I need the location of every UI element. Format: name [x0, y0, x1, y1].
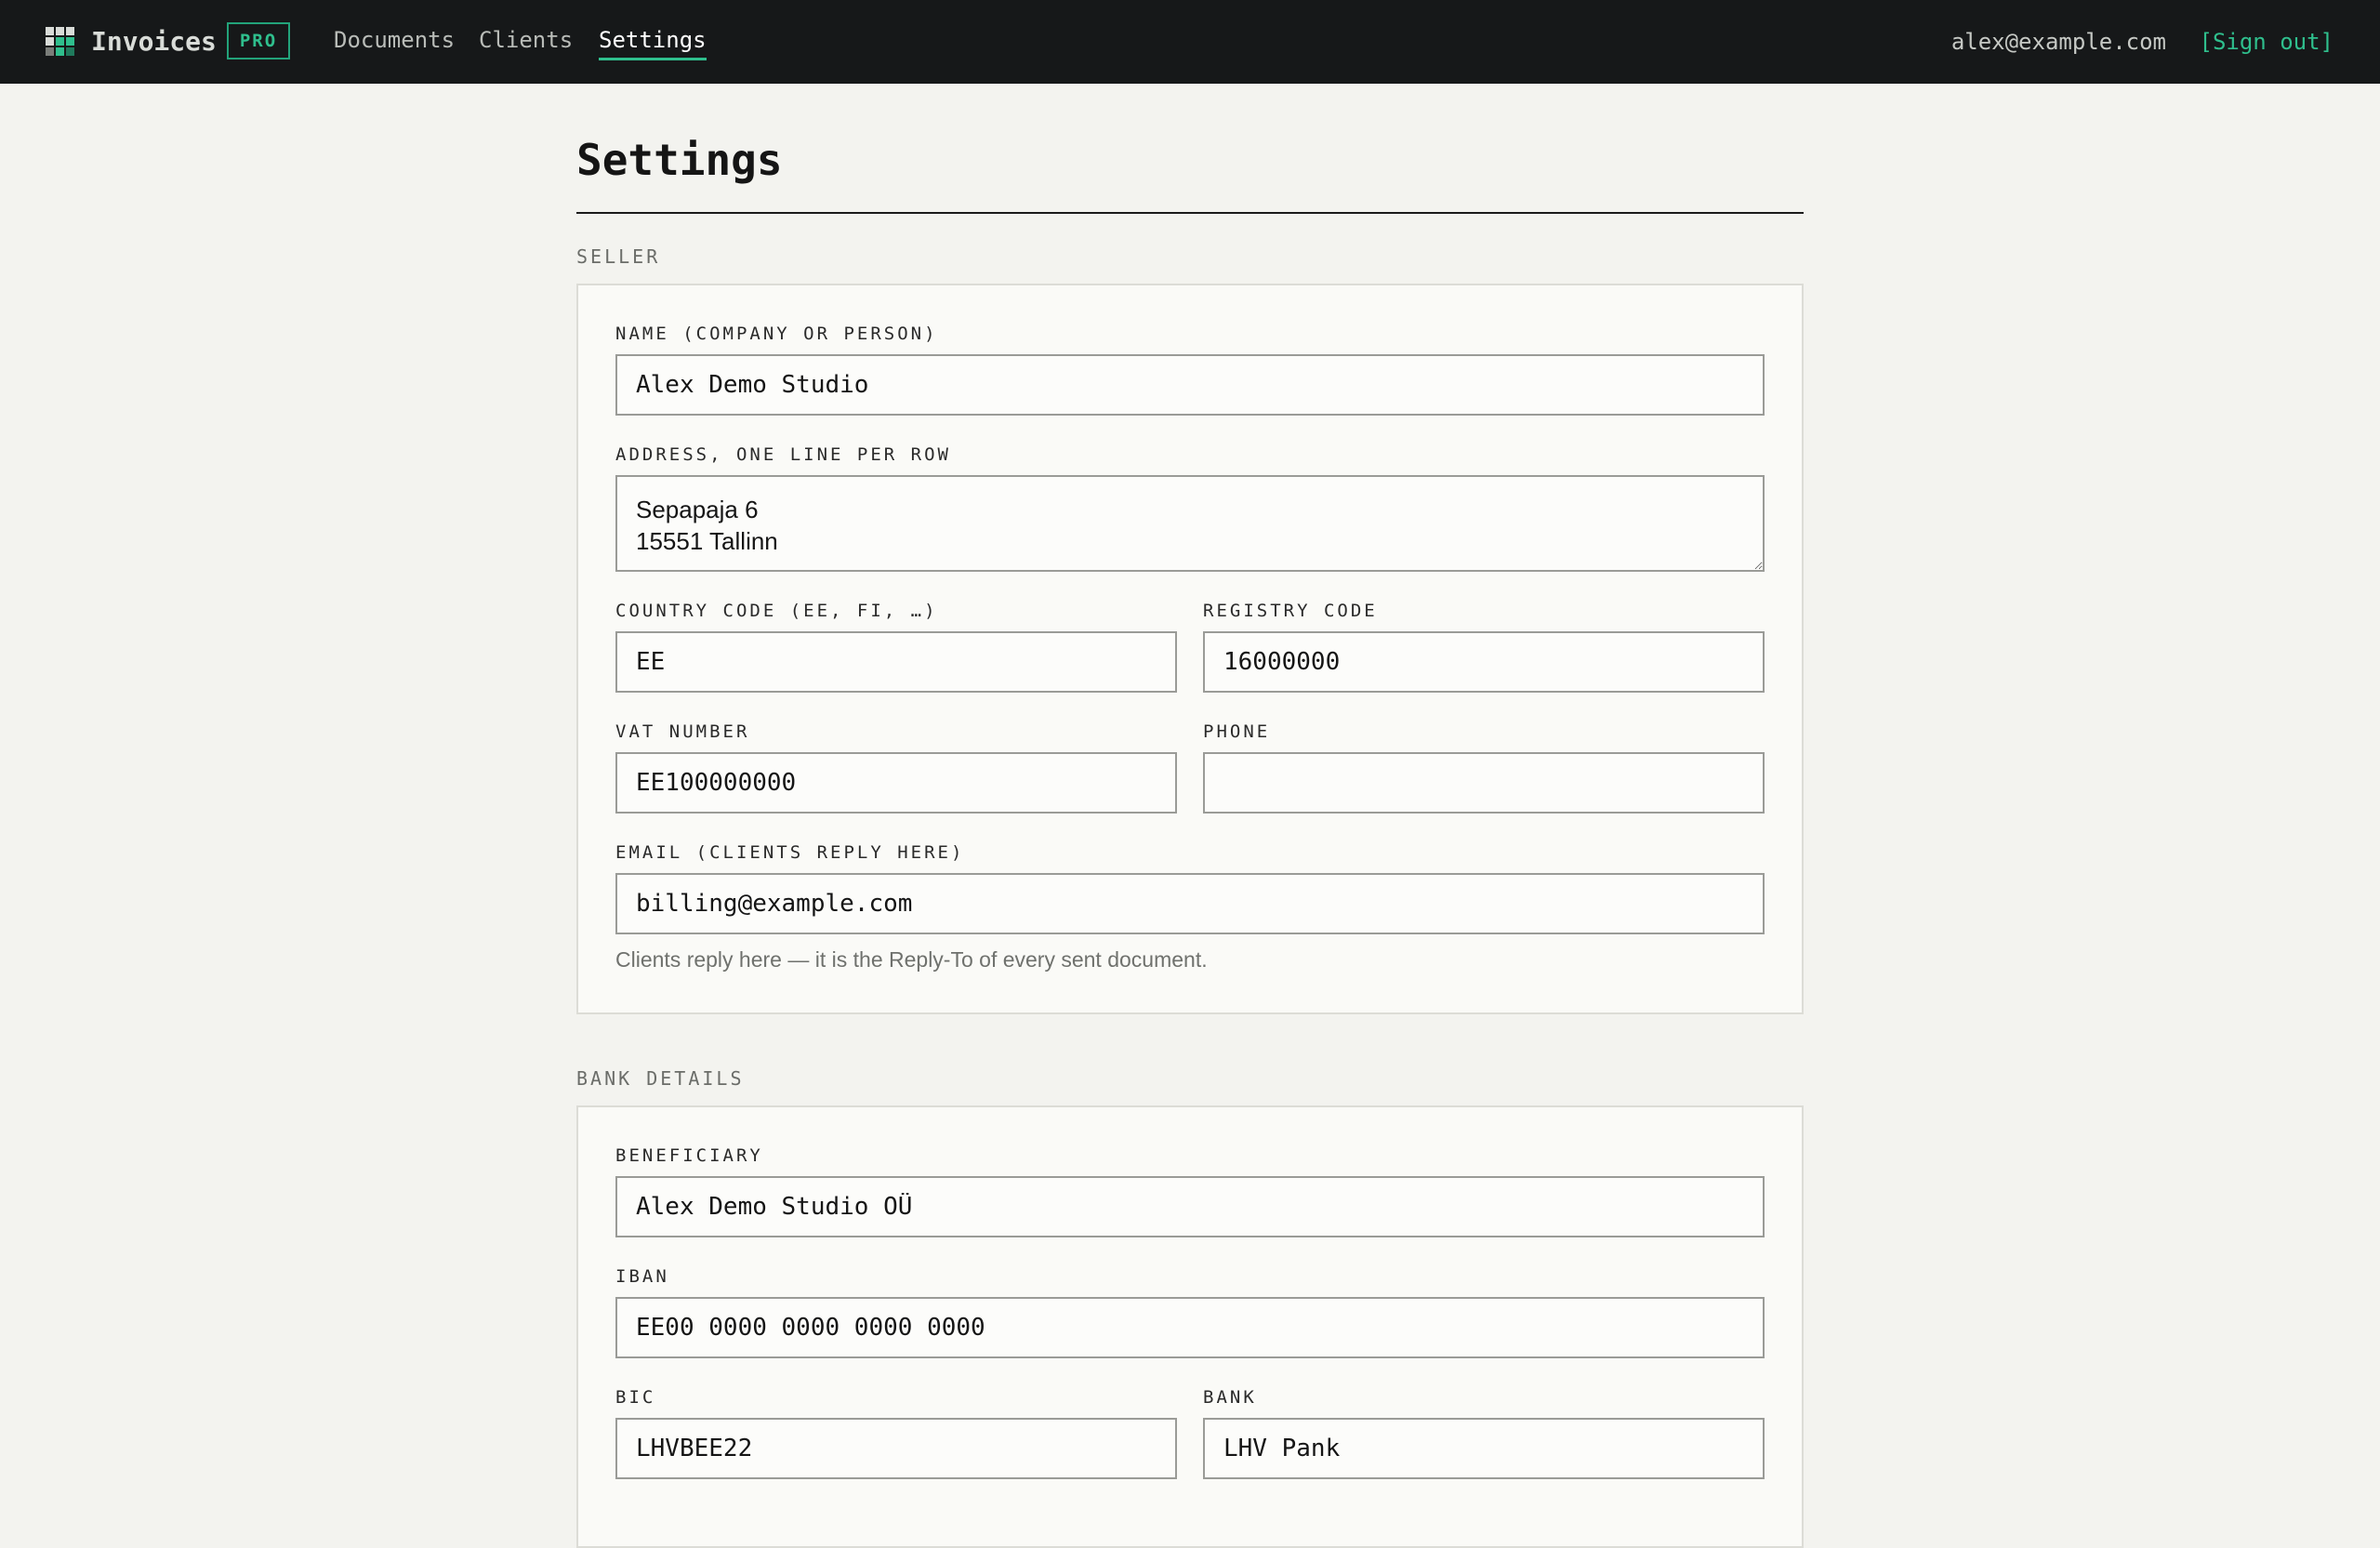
bank-name-input[interactable]	[1203, 1418, 1765, 1479]
seller-address-textarea[interactable]	[615, 475, 1765, 572]
logo-cell	[56, 27, 64, 35]
title-divider	[576, 212, 1804, 214]
country-code-label: COUNTRY CODE (EE, FI, …)	[615, 601, 938, 621]
beneficiary-input[interactable]	[615, 1176, 1765, 1237]
email-field	[615, 841, 1765, 973]
grid-logo-icon	[46, 27, 75, 57]
registry-code-field	[1203, 600, 1765, 721]
vat-phone-row	[615, 721, 1765, 841]
settings-page	[576, 84, 1804, 1548]
vat-number-field	[615, 721, 1177, 814]
logo-cell	[66, 47, 74, 56]
logo-cell	[46, 27, 54, 35]
registry-code-label: REGISTRY CODE	[1203, 601, 1378, 621]
vat-number-label: VAT NUMBER	[615, 721, 750, 742]
nav-item-clients[interactable]: Clients	[479, 27, 574, 53]
pro-badge: PRO	[227, 22, 290, 60]
country-code-field	[615, 600, 1177, 693]
beneficiary-label: BENEFICIARY	[615, 1145, 763, 1166]
registry-code-input[interactable]	[1203, 631, 1765, 693]
section-label-seller: SELLER	[576, 245, 661, 268]
user-email: alex@example.com	[1950, 29, 2166, 55]
vat-number-input[interactable]	[615, 752, 1177, 814]
iban-label: IBAN	[615, 1266, 669, 1287]
bank-name-field	[1203, 1386, 1765, 1507]
bic-label: BIC	[615, 1387, 656, 1408]
page-title: Settings	[576, 135, 783, 185]
iban-field	[615, 1265, 1765, 1358]
bank-name-label: BANK	[1203, 1387, 1257, 1408]
section-label-bank-details: BANK DETAILS	[576, 1067, 745, 1090]
country-registry-row	[615, 600, 1765, 721]
logo-cell	[46, 37, 54, 46]
top-navigation-bar	[0, 0, 2380, 84]
logo-cell	[46, 47, 54, 56]
email-label: EMAIL (CLIENTS REPLY HERE)	[615, 842, 965, 863]
seller-card	[576, 284, 1804, 1014]
email-input[interactable]	[615, 873, 1765, 934]
bic-input[interactable]	[615, 1418, 1177, 1479]
nav-item-settings[interactable]: Settings	[599, 25, 707, 60]
logo-cell	[56, 47, 64, 56]
seller-name-label: NAME (COMPANY OR PERSON)	[615, 324, 938, 344]
bank-details-card	[576, 1105, 1804, 1548]
phone-field	[1203, 721, 1765, 841]
bic-bank-row	[615, 1386, 1765, 1507]
logo-cell	[66, 27, 74, 35]
nav-item-documents[interactable]: Documents	[334, 27, 456, 53]
phone-input[interactable]	[1203, 752, 1765, 814]
beneficiary-field	[615, 1144, 1765, 1237]
logo-cell	[56, 37, 64, 46]
seller-name-field	[615, 323, 1765, 416]
bic-field	[615, 1386, 1177, 1479]
seller-name-input[interactable]	[615, 354, 1765, 416]
country-code-input[interactable]	[615, 631, 1177, 693]
email-help-text: Clients reply here — it is the Reply-To of every sent document.	[615, 947, 1208, 972]
seller-address-field	[615, 443, 1765, 572]
sign-out-link[interactable]: [Sign out]	[2199, 29, 2334, 55]
phone-label: PHONE	[1203, 721, 1271, 742]
iban-input[interactable]	[615, 1297, 1765, 1358]
app-brand-name[interactable]: Invoices	[91, 26, 217, 57]
logo-cell	[66, 37, 74, 46]
seller-address-label: ADDRESS, ONE LINE PER ROW	[615, 444, 951, 465]
